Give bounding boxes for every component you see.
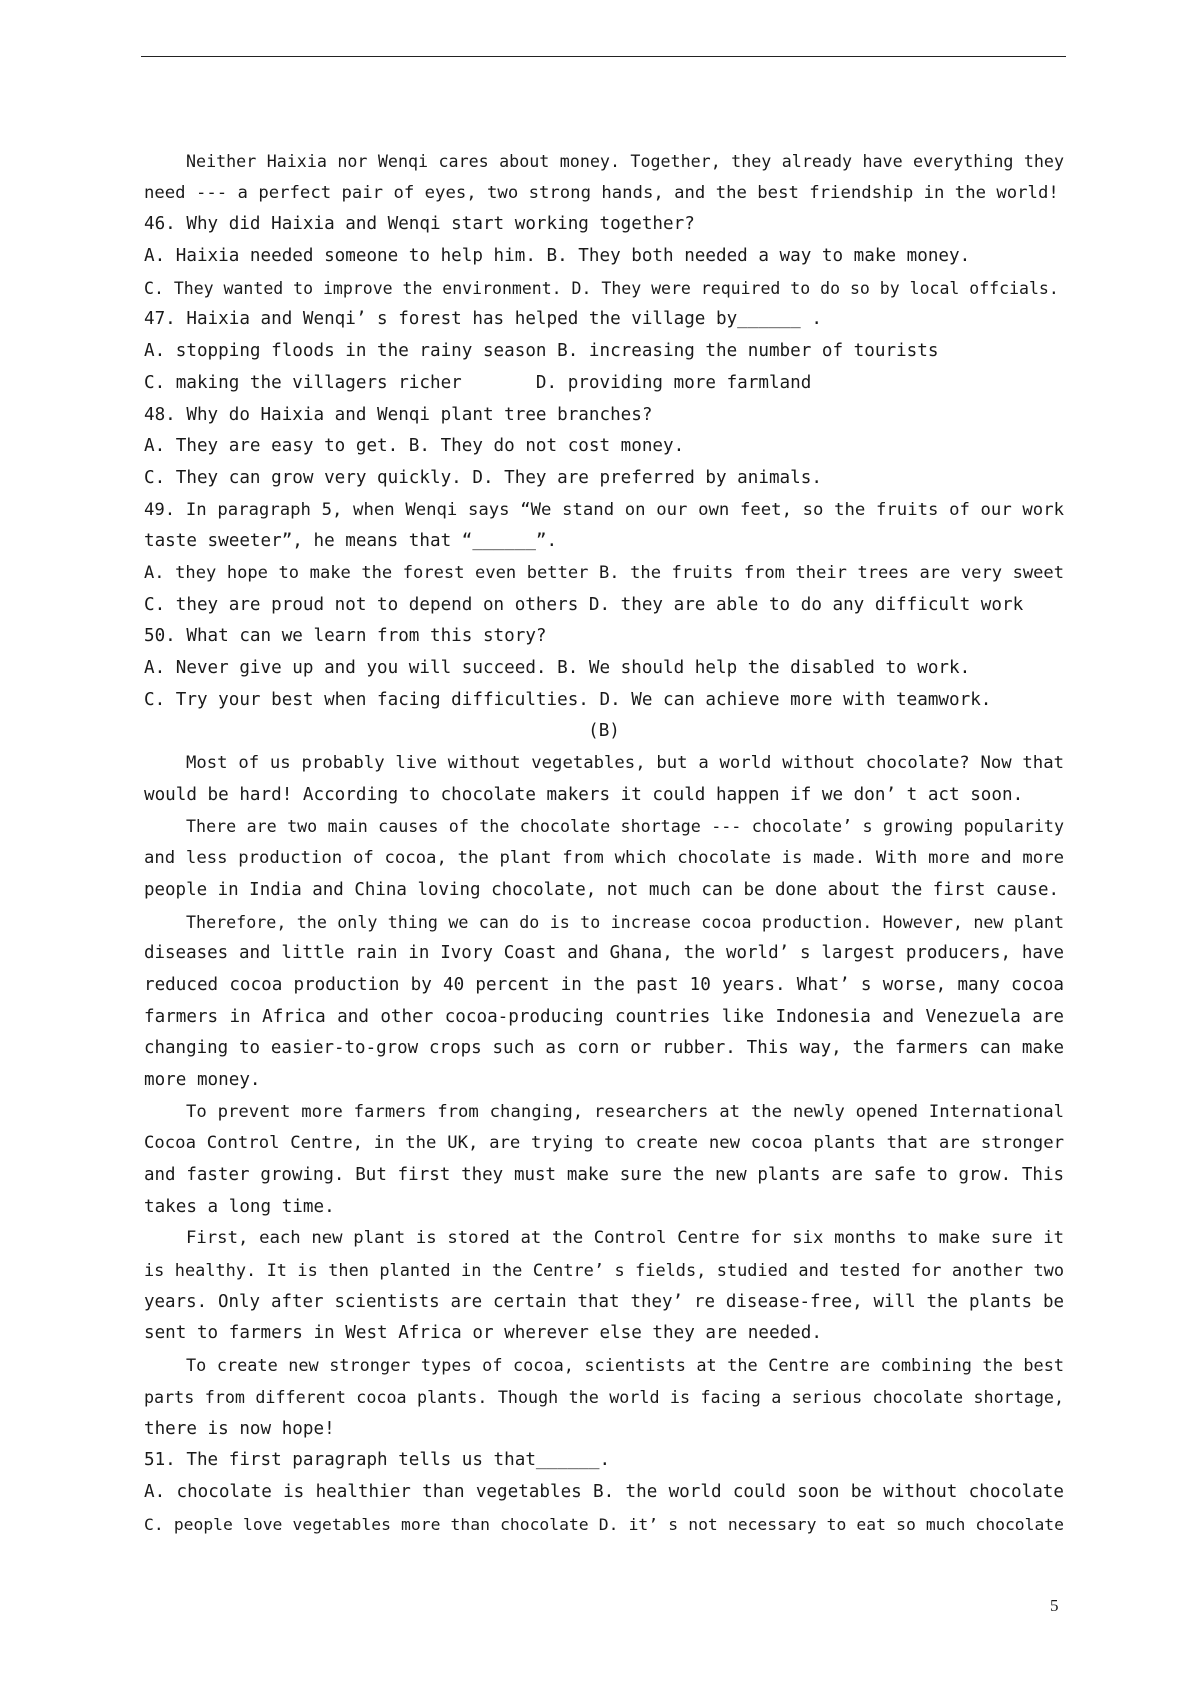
text-line: C. They can grow very quickly. D. They are preferred by animals. bbox=[144, 467, 822, 488]
text-line: diseases and little rain in Ivory Coast and Ghana, the world’ s largest producers, have bbox=[144, 943, 1064, 964]
text-line: A. chocolate is healthier than vegetables B. the world could soon be without chocolate bbox=[144, 1481, 1064, 1502]
text-line: 51. The first paragraph tells us that______. bbox=[144, 1450, 611, 1471]
text-line: C. They wanted to improve the environment. D. They were required to do so by local offcials. bbox=[144, 278, 1059, 298]
text-line: taste sweeter”, he means that “______”. bbox=[144, 531, 558, 552]
section-heading: (B) bbox=[588, 721, 620, 742]
text-line: sent to farmers in West Africa or wherever else they are needed. bbox=[144, 1323, 822, 1344]
text-line: Cocoa Control Centre, in the UK, are trying to create new cocoa plants that are stronger bbox=[144, 1133, 1064, 1154]
text-line: parts from different cocoa plants. Though the world is facing a serious chocolate shortage, bbox=[144, 1386, 1064, 1407]
text-line: and less production of cocoa, the plant from which chocolate is made. With more and more bbox=[144, 848, 1064, 869]
text-line: need --- a perfect pair of eyes, two strong hands, and the best friendship in the world! bbox=[144, 182, 1059, 203]
text-line: A. stopping floods in the rainy season B. increasing the number of tourists bbox=[144, 341, 939, 362]
text-line: more money. bbox=[144, 1069, 261, 1090]
text-line: C. people love vegetables more than chocolate D. it’ s not necessary to eat so much chocolate bbox=[144, 1514, 1064, 1534]
text-line: Neither Haixia nor Wenqi cares about money. Together, they already have everything they bbox=[186, 152, 1064, 171]
text-line: 50. What can we learn from this story? bbox=[144, 626, 547, 647]
text-line: reduced cocoa production by 40 percent in the past 10 years. What’ s worse, many cocoa bbox=[144, 974, 1064, 995]
text-line: years. Only after scientists are certain that they’ re disease-free, will the plants be bbox=[144, 1291, 1064, 1312]
text-line: A. They are easy to get. B. They do not cost money. bbox=[144, 436, 685, 457]
document-body bbox=[144, 146, 1064, 1540]
text-line: Therefore, the only thing we can do is to increase cocoa production. However, new plant bbox=[186, 912, 1064, 932]
text-line: Most of us probably live without vegetables, but a world without chocolate? Now that bbox=[186, 753, 1064, 774]
text-line: To prevent more farmers from changing, researchers at the newly opened International bbox=[186, 1101, 1064, 1122]
text-line: First, each new plant is stored at the Control Centre for six months to make sure it bbox=[186, 1228, 1064, 1249]
text-line: 46. Why did Haixia and Wenqi start working together? bbox=[144, 214, 695, 235]
text-line: 49. In paragraph 5, when Wenqi says “We stand on our own feet, so the fruits of our work bbox=[144, 499, 1064, 520]
text-line: To create new stronger types of cocoa, scientists at the Centre are combining the best bbox=[186, 1355, 1064, 1376]
text-line: is healthy. It is then planted in the Centre’ s fields, studied and tested for another two bbox=[144, 1260, 1064, 1281]
text-line: There are two main causes of the chocolate shortage --- chocolate’ s growing popularity bbox=[186, 817, 1064, 837]
text-line: A. Haixia needed someone to help him. B. They both needed a way to make money. bbox=[144, 246, 971, 267]
text-line: A. they hope to make the forest even better B. the fruits from their trees are very sweet bbox=[144, 562, 1064, 583]
text-line: C. making the villagers richer D. providing more farmland bbox=[144, 372, 812, 393]
page-number: 5 bbox=[1050, 1596, 1059, 1615]
text-line: 48. Why do Haixia and Wenqi plant tree branches? bbox=[144, 404, 653, 425]
text-line: would be hard! According to chocolate makers it could happen if we don’ t act soon. bbox=[144, 784, 1024, 805]
text-line: takes a long time. bbox=[144, 1196, 335, 1217]
text-line: changing to easier-to-grow crops such as corn or rubber. This way, the farmers can make bbox=[144, 1038, 1064, 1059]
text-line: there is now hope! bbox=[144, 1418, 335, 1439]
text-line: C. Try your best when facing difficulties. D. We can achieve more with teamwork. bbox=[144, 689, 992, 710]
text-line: and faster growing. But first they must make sure the new plants are safe to grow. This bbox=[144, 1165, 1064, 1185]
header-rule bbox=[141, 56, 1066, 57]
text-line: people in India and China loving chocolate, not much can be done about the first cause. bbox=[144, 879, 1059, 900]
text-line: 47. Haixia and Wenqi’ s forest has helped the village by______ . bbox=[144, 309, 822, 330]
text-line: farmers in Africa and other cocoa-producing countries like Indonesia and Venezuela are bbox=[144, 1006, 1064, 1027]
text-line: A. Never give up and you will succeed. B. We should help the disabled to work. bbox=[144, 658, 971, 678]
text-line: C. they are proud not to depend on others D. they are able to do any difficult work bbox=[144, 594, 1024, 615]
